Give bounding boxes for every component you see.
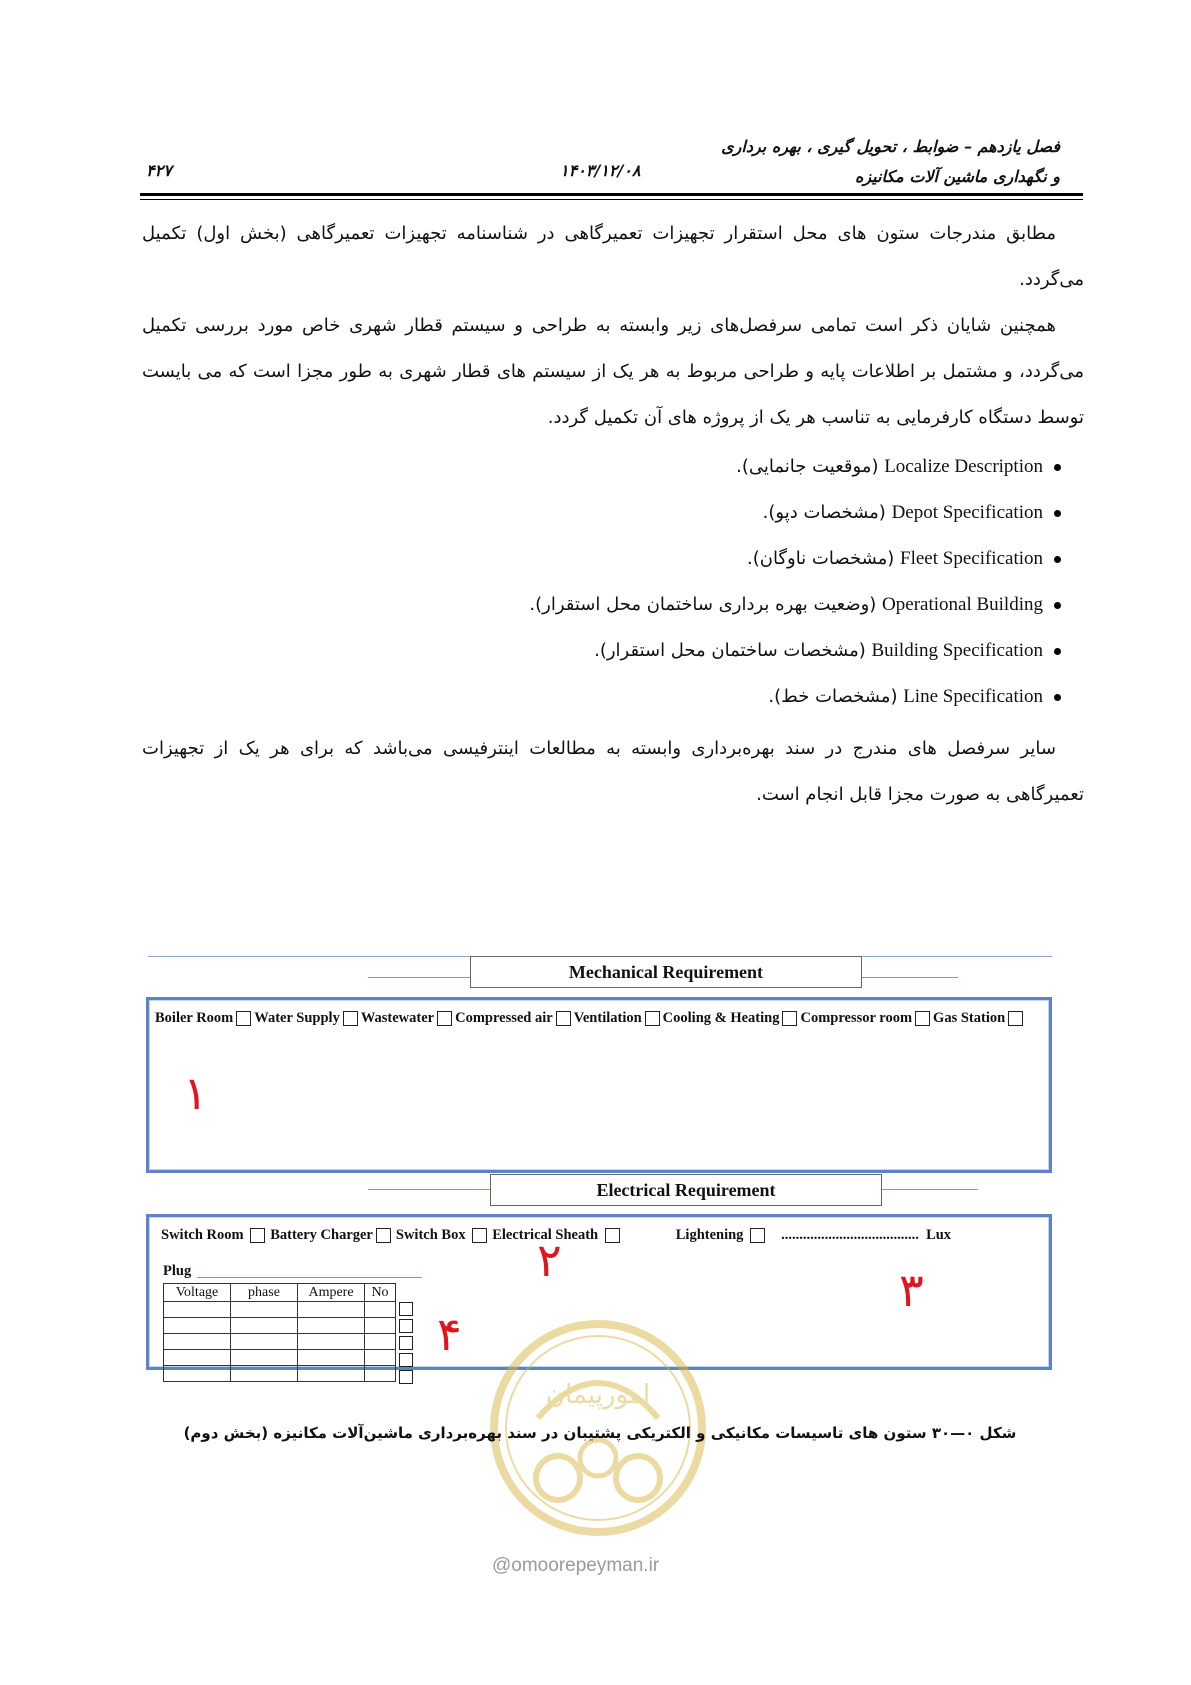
elec-label: Lightening	[675, 1227, 744, 1243]
bullet-dot-icon	[1054, 602, 1061, 609]
bullet-fa: (موقعیت جانمایی).	[736, 456, 885, 477]
page-number: ۴۲۷	[146, 161, 172, 180]
plug-underline	[197, 1277, 422, 1278]
mech-item-compressed-air	[455, 1010, 571, 1027]
table-row	[164, 1366, 396, 1382]
marker-3: ۳	[899, 1263, 924, 1317]
elec-item-lightening	[676, 1227, 765, 1244]
checkbox[interactable]	[750, 1228, 765, 1243]
bullet-fa: (مشخصات خط).	[768, 686, 904, 707]
checkbox[interactable]	[236, 1011, 251, 1026]
plug-col-ampere: Ampere	[298, 1284, 365, 1302]
plug-cell[interactable]	[164, 1302, 231, 1318]
mech-item-gas-station	[933, 1010, 1023, 1027]
checkbox[interactable]	[343, 1011, 358, 1026]
mech-item-cooling-heating	[663, 1010, 798, 1027]
checkbox[interactable]	[399, 1319, 413, 1333]
plug-cell[interactable]	[298, 1318, 365, 1334]
plug-cell[interactable]	[298, 1302, 365, 1318]
mech-item-compressor-room	[800, 1010, 930, 1027]
bullet-item	[183, 582, 1083, 628]
requirements-figure	[140, 950, 1060, 1370]
plug-cell[interactable]	[365, 1334, 396, 1350]
bullet-list	[183, 444, 1083, 720]
bullet-en: Building Specification	[871, 640, 1043, 661]
checkbox[interactable]	[399, 1336, 413, 1350]
plug-cell[interactable]	[231, 1334, 298, 1350]
header-rule-thin	[140, 199, 1083, 200]
bullet-item	[183, 536, 1083, 582]
bullet-dot-icon	[1054, 464, 1061, 471]
checkbox[interactable]	[915, 1011, 930, 1026]
mechanical-checkbox-row	[155, 1010, 1045, 1027]
plug-label: Plug	[163, 1263, 192, 1279]
elec-item-switch-room	[161, 1227, 265, 1244]
bullet-en: Fleet Specification	[900, 548, 1043, 569]
bullet-en: Depot Specification	[891, 502, 1043, 523]
electrical-title: Electrical Requirement	[490, 1174, 882, 1206]
bullet-item	[183, 444, 1083, 490]
bullet-en: Operational Building	[882, 594, 1043, 615]
bullet-fa: (مشخصات ساختمان محل استقرار).	[594, 640, 872, 661]
paragraph-3: سایر سرفصل های مندرج در سند بهره‌برداری وابسته به مطالعات اینترفیسی می‌باشد که برای هر یک از تجهیزات تعمیرگاهی به صورت مجزا قابل انجام است.	[142, 738, 1084, 805]
chapter-title-line1: فصل یازدهم – ضوابط ، تحویل گیری ، بهره برداری	[721, 137, 1060, 156]
mech-label: Water Supply	[254, 1010, 340, 1026]
plug-cell[interactable]	[164, 1318, 231, 1334]
mechanical-frame	[146, 997, 1052, 1173]
figure-caption: شکل ۰—۳۰ ستون های تاسیسات مکانیکی و الکتریکی پشتیبان در سند بهره‌برداری ماشین‌آلات مکانیزه (بخش دوم)	[183, 1424, 1017, 1442]
table-row	[164, 1318, 396, 1334]
checkbox[interactable]	[782, 1011, 797, 1026]
marker-4: ۴	[437, 1307, 462, 1361]
plug-cell[interactable]	[231, 1318, 298, 1334]
electrical-checkbox-row	[161, 1227, 1045, 1244]
plug-header-row	[164, 1284, 396, 1302]
mech-item-boiler-room	[155, 1010, 251, 1027]
plug-cell[interactable]	[298, 1350, 365, 1366]
lux-label: Lux	[926, 1227, 952, 1243]
marker-2: ۲	[537, 1233, 562, 1287]
checkbox[interactable]	[472, 1228, 487, 1243]
plug-cell[interactable]	[231, 1350, 298, 1366]
plug-cell[interactable]	[164, 1350, 231, 1366]
bullet-dot-icon	[1054, 694, 1061, 701]
bullet-item	[183, 674, 1083, 720]
bullet-dot-icon	[1054, 648, 1061, 655]
checkbox[interactable]	[437, 1011, 452, 1026]
bullet-en: Localize Description	[884, 456, 1043, 477]
elec-item-switch-box	[396, 1227, 487, 1244]
bullet-dot-icon	[1054, 556, 1061, 563]
bullet-fa: (وضعیت بهره برداری ساختمان محل استقرار).	[529, 594, 883, 615]
mech-label: Cooling & Heating	[662, 1010, 780, 1026]
checkbox[interactable]	[605, 1228, 620, 1243]
elec-label: Battery Charger	[270, 1227, 373, 1243]
table-row	[164, 1350, 396, 1366]
header-date: ۱۴۰۳/۱۲/۰۸	[560, 161, 641, 180]
mech-item-ventilation	[574, 1010, 660, 1027]
elec-label: Switch Room	[161, 1227, 244, 1243]
plug-cell[interactable]	[365, 1318, 396, 1334]
checkbox[interactable]	[376, 1228, 391, 1243]
bullet-item	[183, 628, 1083, 674]
mech-label: Wastewater	[360, 1010, 435, 1026]
plug-col-phase: phase	[231, 1284, 298, 1302]
table-row	[164, 1302, 396, 1318]
lux-dots: ......................................	[781, 1227, 919, 1243]
mech-label: Boiler Room	[155, 1010, 234, 1026]
checkbox[interactable]	[250, 1228, 265, 1243]
elec-label: Electrical Sheath	[492, 1227, 599, 1243]
plug-col-voltage: Voltage	[164, 1284, 231, 1302]
watermark-url: @omoorepeyman.ir	[492, 1555, 660, 1576]
table-row	[164, 1334, 396, 1350]
plug-cell[interactable]	[164, 1334, 231, 1350]
checkbox[interactable]	[1008, 1011, 1023, 1026]
mech-label: Compressor room	[800, 1010, 913, 1026]
plug-table	[163, 1283, 396, 1382]
paragraph-1: مطابق مندرجات ستون های محل استقرار تجهیزات تعمیرگاهی در شناسنامه تجهیزات تعمیرگاهی (بخش اول) تکمیل می‌گردد.	[142, 223, 1084, 290]
checkbox[interactable]	[556, 1011, 571, 1026]
bullet-fa: (مشخصات دپو).	[762, 502, 892, 523]
bullet-item	[183, 490, 1083, 536]
header-rule-thick	[140, 193, 1083, 196]
plug-col-no: No	[365, 1284, 396, 1302]
mech-item-wastewater	[361, 1010, 452, 1027]
mech-label: Gas Station	[933, 1010, 1006, 1026]
paragraph-2: همچنین شایان ذکر است تمامی سرفصل‌های زیر وابسته به طراحی و سیستم قطار شهری خاص مورد بررسی تکمیل می‌گردد، و مشتمل بر اطلاعات پایه و طراحی مربوط به هر یک از سیستم های قطار شهری به طور مجزا است که می بایست توسط دستگاه کارفرمایی به تناسب هر یک از پروژه های آن تکمیل گردد.	[142, 315, 1084, 428]
mech-item-water-supply	[254, 1010, 358, 1027]
watermark-text: امورپیمان	[545, 1380, 651, 1410]
plug-cell[interactable]	[298, 1334, 365, 1350]
plug-cell[interactable]	[231, 1302, 298, 1318]
bullet-fa: (مشخصات ناوگان).	[746, 548, 901, 569]
marker-1: ۱	[183, 1066, 208, 1120]
checkbox[interactable]	[645, 1011, 660, 1026]
checkbox[interactable]	[399, 1370, 413, 1384]
plug-cell[interactable]	[365, 1350, 396, 1366]
plug-cell[interactable]	[231, 1366, 298, 1382]
elec-item-battery-charger	[270, 1227, 391, 1244]
mech-label: Ventilation	[573, 1010, 642, 1026]
plug-cell[interactable]	[365, 1302, 396, 1318]
elec-label: Switch Box	[395, 1227, 466, 1243]
mech-label: Compressed air	[455, 1010, 553, 1026]
checkbox[interactable]	[399, 1353, 413, 1367]
checkbox[interactable]	[399, 1302, 413, 1316]
mechanical-title: Mechanical Requirement	[470, 956, 862, 988]
bullet-en: Line Specification	[903, 686, 1043, 707]
plug-cell[interactable]	[164, 1366, 231, 1382]
plug-cell[interactable]	[365, 1366, 396, 1382]
chapter-title-line2: و نگهداری ماشین آلات مکانیزه	[854, 167, 1060, 186]
plug-checkbox-column	[399, 1302, 413, 1387]
bullet-dot-icon	[1054, 510, 1061, 517]
plug-cell[interactable]	[298, 1366, 365, 1382]
